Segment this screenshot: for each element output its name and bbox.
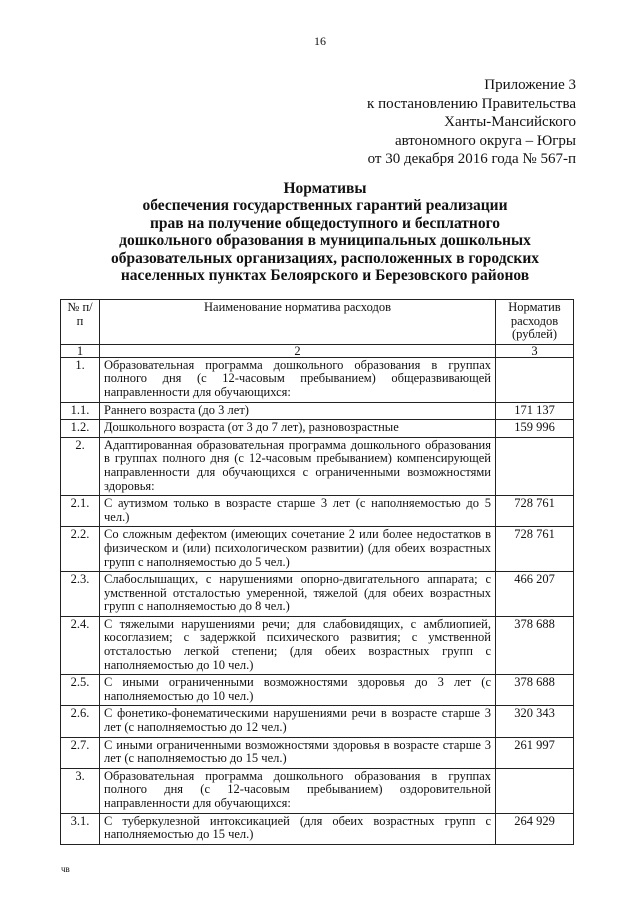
norms-table — [60, 299, 574, 845]
row-name: С иными ограниченными возможностями здоровья в возрасте старше 3 лет (с наполняемостью до 15 чел.) — [100, 737, 496, 768]
appendix-line: Приложение 3 — [484, 77, 576, 93]
table-row — [61, 357, 574, 402]
row-name: С фонетико-фонематическими нарушениями речи в возрасте старше 3 лет (с наполняемостью до 12 чел.) — [100, 706, 496, 737]
header-num: № п/п — [61, 300, 100, 345]
row-name: С аутизмом только в возрасте старше 3 лет (с наполняемостью до 5 чел.) — [100, 496, 496, 527]
row-value: 466 207 — [496, 572, 574, 617]
row-number: 2.6. — [61, 706, 100, 737]
table-row — [61, 437, 574, 495]
table-header-row — [61, 300, 574, 345]
row-number: 2. — [61, 437, 100, 495]
title-line: населенных пунктах Белоярского и Березовского районов — [120, 267, 530, 285]
appendix-header — [367, 76, 576, 169]
row-number: 2.4. — [61, 616, 100, 674]
table-row — [61, 572, 574, 617]
row-number: 2.3. — [61, 572, 100, 617]
row-name: С туберкулезной интоксикацией (для обеих возрастных групп с наполняемостью до 15 чел.) — [100, 813, 496, 844]
column-index-row — [61, 344, 574, 357]
appendix-line: Ханты-Мансийского — [444, 114, 576, 130]
row-name: Дошкольного возраста (от 3 до 7 лет), разновозрастные — [100, 420, 496, 438]
footer-mark: чв — [61, 864, 70, 874]
row-value: 378 688 — [496, 616, 574, 674]
title-line: дошкольного образования в муниципальных дошкольных — [119, 232, 531, 250]
row-value — [496, 437, 574, 495]
row-number: 2.7. — [61, 737, 100, 768]
row-name: Образовательная программа дошкольного образования в группах полного дня (с 12-часовым пребыванием) общеразвивающей направленности для обучающихся: — [100, 357, 496, 402]
table-row — [61, 813, 574, 844]
document-title — [60, 180, 590, 284]
row-name: Слабослышащих, с нарушениями опорно-двигательного аппарата; с умственной отсталостью умеренной, тяжелой (для обеих возрастных групп с наполняемостью до 8 чел.) — [100, 572, 496, 617]
table-row — [61, 675, 574, 706]
appendix-line: от 30 декабря 2016 года № 567-п — [367, 151, 576, 167]
row-value: 728 761 — [496, 527, 574, 572]
header-name: Наименование норматива расходов — [100, 300, 496, 345]
row-value: 264 929 — [496, 813, 574, 844]
table-row — [61, 616, 574, 674]
row-value: 171 137 — [496, 402, 574, 420]
table-row — [61, 737, 574, 768]
page-number: 16 — [314, 34, 326, 48]
row-number: 2.5. — [61, 675, 100, 706]
title-line: образовательных организациях, расположенных в городских — [110, 249, 540, 267]
title-line: обеспечения государственных гарантий реализации — [142, 197, 508, 215]
header-value: Норматив расходов (рублей) — [496, 300, 574, 345]
title-line: Нормативы — [283, 180, 367, 197]
column-index: 1 — [61, 344, 100, 357]
row-number: 2.2. — [61, 527, 100, 572]
row-value: 378 688 — [496, 675, 574, 706]
appendix-line: автономного округа – Югры — [394, 132, 576, 149]
column-index: 3 — [496, 344, 574, 357]
row-number: 3. — [61, 768, 100, 813]
row-number: 1.2. — [61, 420, 100, 438]
row-name: С иными ограниченными возможностями здоровья до 3 лет (с наполняемостью до 10 чел.) — [100, 675, 496, 706]
table-row — [61, 402, 574, 420]
column-index: 2 — [100, 344, 496, 357]
row-number: 1. — [61, 357, 100, 402]
row-name: Образовательная программа дошкольного образования в группах полного дня (с 12-часовым пребыванием) оздоровительной направленности для обучающихся: — [100, 768, 496, 813]
row-value: 261 997 — [496, 737, 574, 768]
row-value: 728 761 — [496, 496, 574, 527]
appendix-line: к постановлению Правительства — [367, 95, 576, 112]
row-number: 3.1. — [61, 813, 100, 844]
row-value — [496, 357, 574, 402]
row-number: 1.1. — [61, 402, 100, 420]
row-name: С тяжелыми нарушениями речи; для слабовидящих, с амблиопией, косоглазием; с задержкой психического развития; с умственной отсталостью легкой степени; (для обеих возрастных групп с наполняемостью до 10 чел.) — [100, 616, 496, 674]
row-name: Адаптированная образовательная программа дошкольного образования в группах полного дня (с 12-часовым пребыванием) компенсирующей направленности для обучающихся с ограниченными возможностями здоровья: — [100, 437, 496, 495]
row-number: 2.1. — [61, 496, 100, 527]
row-name: Со сложным дефектом (имеющих сочетание 2 или более недостатков в физическом и (или) психологическом развитии) (для обеих возрастных групп с наполняемостью до 5 чел.) — [100, 527, 496, 572]
row-value: 159 996 — [496, 420, 574, 438]
table-row — [61, 527, 574, 572]
table-row — [61, 420, 574, 438]
row-value — [496, 768, 574, 813]
table-row — [61, 706, 574, 737]
row-value: 320 343 — [496, 706, 574, 737]
title-line: прав на получение общедоступного и бесплатного — [149, 214, 500, 232]
table-row — [61, 496, 574, 527]
row-name: Раннего возраста (до 3 лет) — [100, 402, 496, 420]
table-row — [61, 768, 574, 813]
